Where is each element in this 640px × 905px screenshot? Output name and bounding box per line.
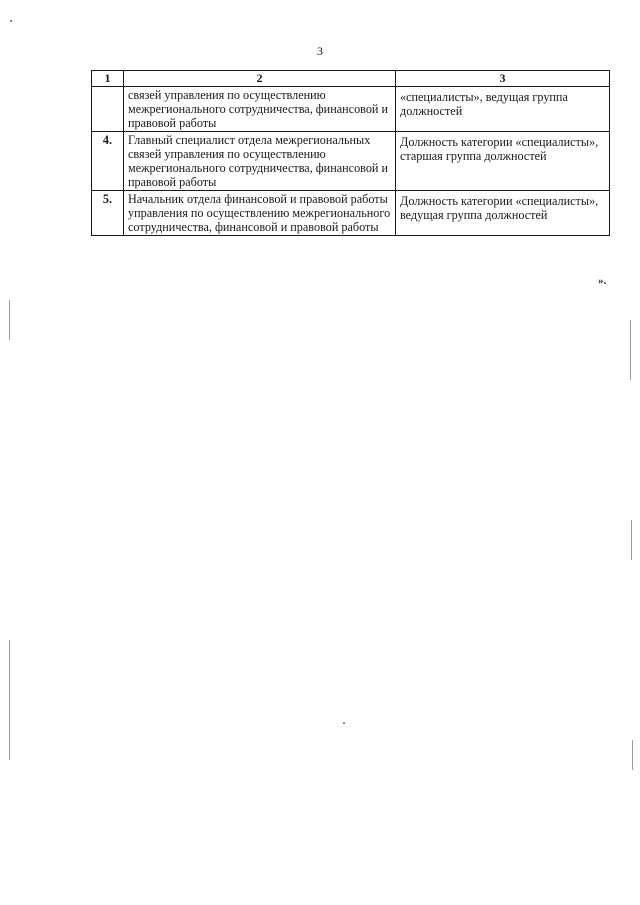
table-header-cell: 3 [396,71,610,87]
position-category: «специалисты», ведущая группа должностей [396,87,610,132]
scan-right-edge-artifact [631,520,632,560]
table-header-cell: 2 [124,71,396,87]
position-category: Должность категории «специалисты», старшая группа должностей [396,132,610,191]
scan-left-edge-artifact [9,640,10,760]
table-row [92,191,610,236]
table-header-cell: 1 [92,71,124,87]
scan-right-edge-artifact [630,320,631,380]
table-header-row [92,71,610,87]
closing-quote-mark: ». [598,275,607,287]
position-title: связей управления по осуществлению межрегионального сотрудничества, финансовой и правовой работы [124,87,396,132]
scan-speck [10,20,12,22]
position-category: Должность категории «специалисты», ведущая группа должностей [396,191,610,236]
positions-table [91,70,610,236]
table-row [92,87,610,132]
position-title: Начальник отдела финансовой и правовой работы управления по осуществлению межрегионального сотрудничества, финансовой и правовой работы [124,191,396,236]
row-number: 4. [92,132,124,191]
page-number: 3 [317,44,323,58]
row-number [92,87,124,132]
table-row [92,132,610,191]
row-number: 5. [92,191,124,236]
scan-right-edge-artifact [632,740,633,770]
scan-speck [343,722,345,724]
position-title: Главный специалист отдела межрегиональных связей управления по осуществлению межрегионального сотрудничества, финансовой и правовой работы [124,132,396,191]
scan-left-edge-artifact [9,300,10,340]
